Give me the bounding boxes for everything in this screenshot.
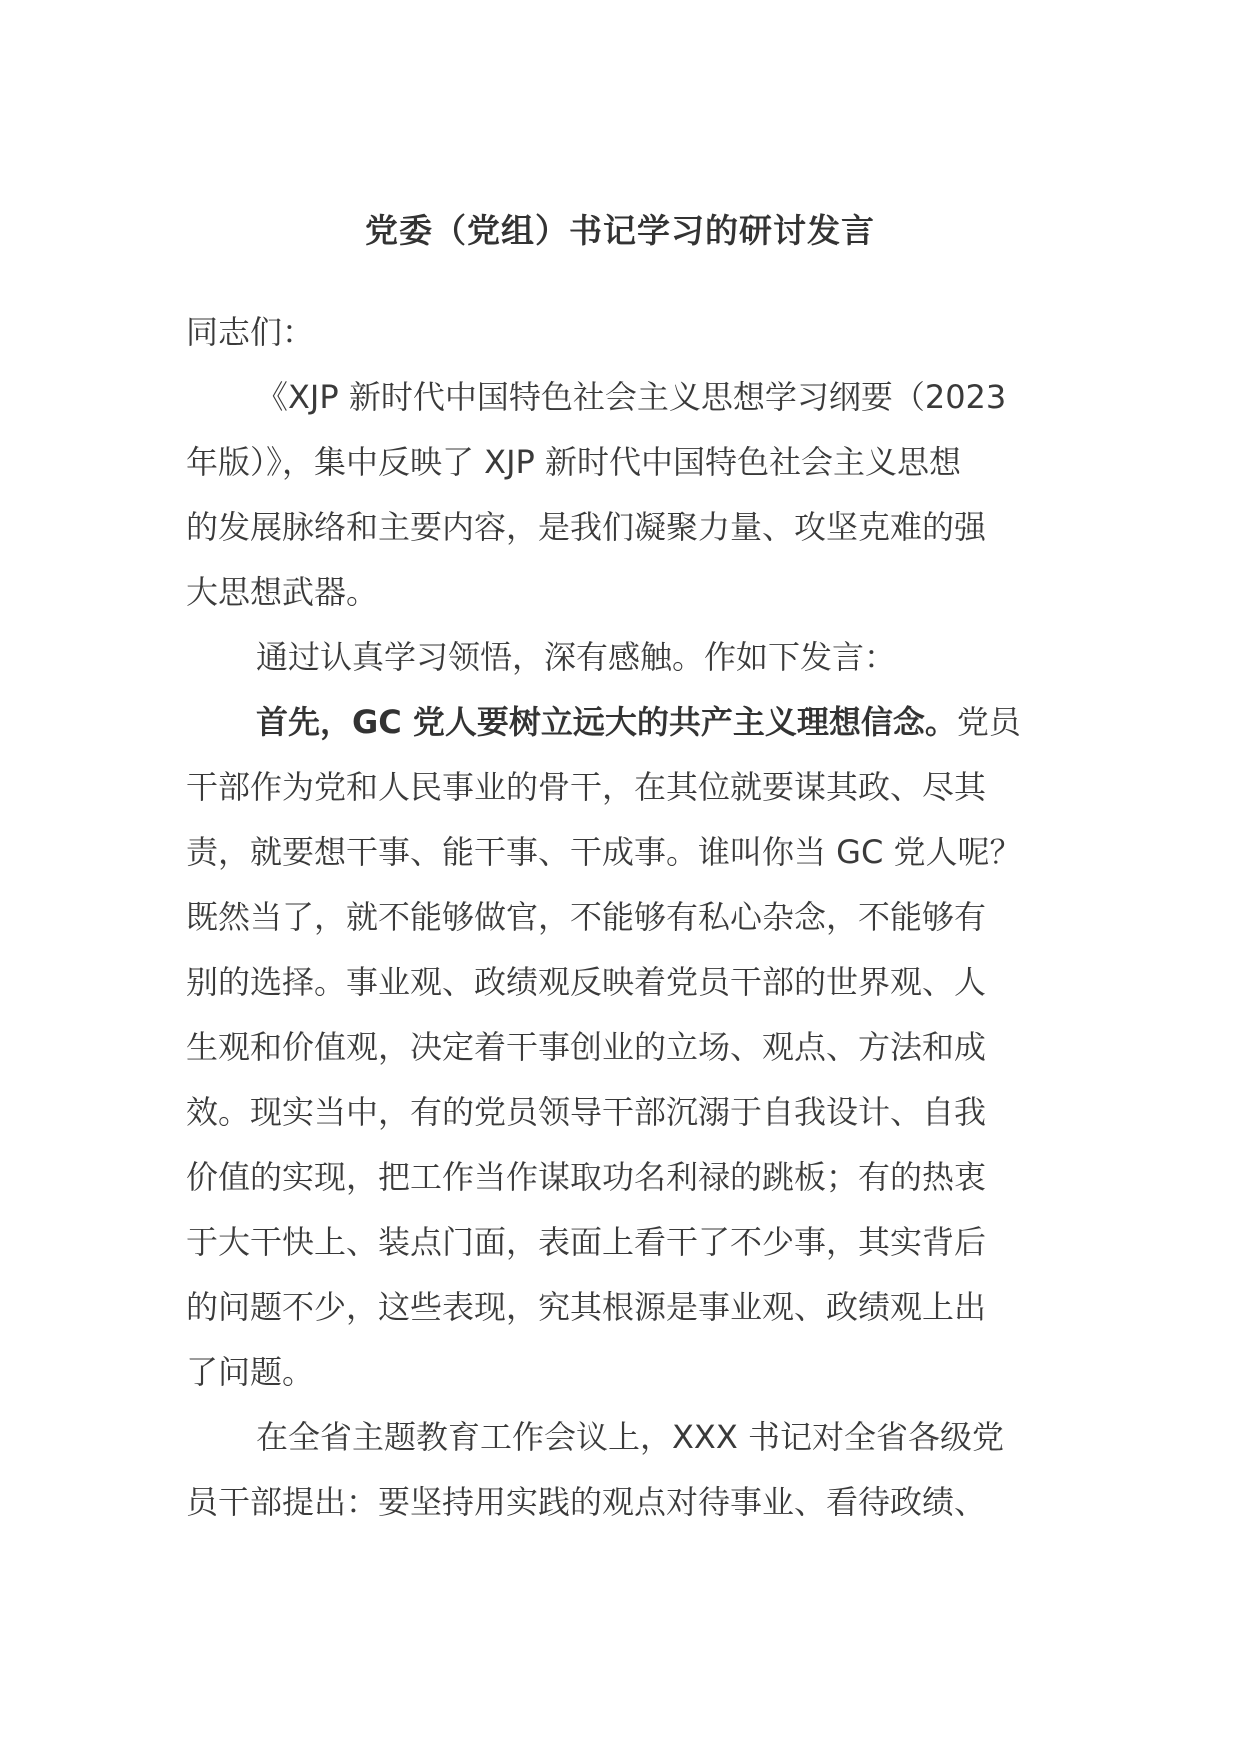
paragraph-line: 的发展脉络和主要内容，是我们凝聚力量、攻坚克难的强 [186, 508, 987, 546]
paragraph-line: 效。现实当中，有的党员领导干部沉溺于自我设计、自我 [186, 1093, 987, 1131]
paragraph-line: 生观和价值观，决定着干事创业的立场、观点、方法和成 [186, 1028, 987, 1066]
paragraph-line: 价值的实现，把工作当作谋取功名利禄的跳板；有的热衷 [186, 1158, 987, 1196]
paragraph-line: 在全省主题教育工作会议上，XXX 书记对全省各级党 [256, 1418, 1004, 1456]
paragraph-line: 大思想武器。 [186, 573, 379, 611]
paragraph-line: 于大干快上、装点门面，表面上看干了不少事，其实背后 [186, 1223, 987, 1261]
paragraph-line: 责，就要想干事、能干事、干成事。谁叫你当 GC 党人呢？ [186, 833, 1022, 871]
paragraph-line: 员干部提出：要坚持用实践的观点对待事业、看待政绩、 [186, 1483, 987, 1521]
paragraph-line: 别的选择。事业观、政绩观反映着党员干部的世界观、人 [186, 963, 987, 1001]
paragraph-line: 《XJP 新时代中国特色社会主义思想学习纲要（2023 [256, 378, 1007, 416]
paragraph-line: 年版）》，集中反映了 XJP 新时代中国特色社会主义思想 [186, 443, 962, 481]
document-body [186, 300, 1066, 1535]
paragraph-line: 首先，GC 党人要树立远大的共产主义理想信念。党员 [256, 703, 1021, 741]
paragraph-line: 既然当了，就不能够做官，不能够有私心杂念，不能够有 [186, 898, 987, 936]
paragraph-line: 通过认真学习领悟，深有感触。作如下发言： [256, 638, 897, 676]
paragraph-line: 干部作为党和人民事业的骨干，在其位就要谋其政、尽其 [186, 768, 987, 806]
paragraph-line: 的问题不少，这些表现，究其根源是事业观、政绩观上出 [186, 1288, 987, 1326]
salutation-line: 同志们： [186, 313, 315, 351]
paragraph-line: 了问题。 [186, 1353, 315, 1391]
document-title: 党委（党组）书记学习的研讨发言 [365, 211, 875, 250]
bold-heading-text: 首先，GC 党人要树立远大的共产主义理想信念。 [256, 703, 957, 741]
